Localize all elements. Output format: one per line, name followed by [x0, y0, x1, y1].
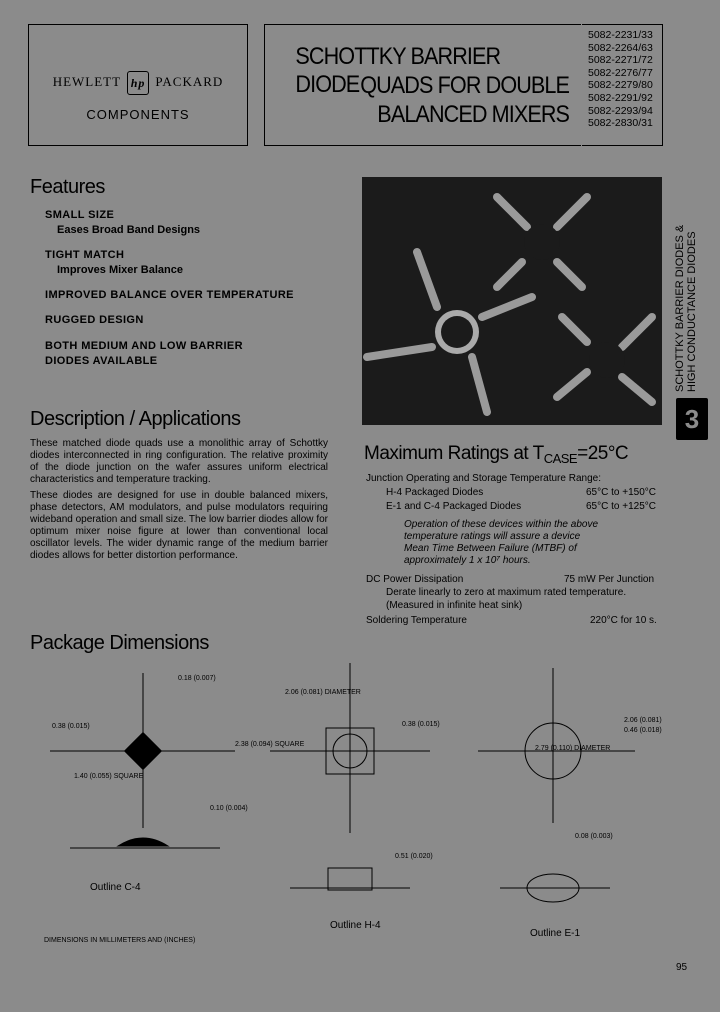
- ratings-heading-sub: CASE: [543, 451, 578, 466]
- outline-h4-label: Outline H-4: [330, 920, 381, 931]
- part-number: 5082-2830/31: [588, 117, 653, 130]
- mtbf-note: Mean Time Between Failure (MTBF) of: [404, 543, 577, 554]
- feature-title: BOTH MEDIUM AND LOW BARRIER: [45, 340, 243, 352]
- section-number-tab: 3: [676, 398, 708, 440]
- ec-label: E-1 and C-4 Packaged Diodes: [386, 501, 522, 512]
- part-number-list: [582, 24, 663, 146]
- part-number: 5082-2291/92: [588, 91, 653, 104]
- page-number: 95: [676, 962, 688, 973]
- description-paragraph-2: These diodes are designed for use in double balanced mixers, phase detectors, AM modulators, and pulse modulators requiring wideband operation and small size. The low barrier diodes allow for optimum mixer noise figure at lower than conventional local oscillator levels. The wider dynamic range of the medium barrier diodes allows for better distortion performance.: [30, 490, 328, 561]
- mtbf-note: Operation of these devices within the above: [404, 519, 599, 530]
- outline-c4-label: Outline C-4: [90, 882, 141, 893]
- dim-label: 2.06 (0.081): [624, 717, 662, 724]
- dimensions-note: DIMENSIONS IN MILLIMETERS AND (INCHES): [44, 937, 196, 944]
- dim-label: 0.18 (0.007): [178, 675, 216, 682]
- solder-value: 220°C for 10 s.: [590, 615, 657, 626]
- dim-label: 0.51 (0.020): [395, 853, 433, 860]
- brand-left: HEWLETT: [52, 73, 121, 89]
- part-number: 5082-2264/63: [588, 41, 653, 54]
- side-tab-line: HIGH CONDUCTANCE DIODES: [686, 231, 698, 392]
- part-number: 5082-2276/77: [588, 66, 653, 79]
- dim-label: 0.38 (0.015): [402, 721, 440, 728]
- h4-value: 65°C to +150°C: [586, 487, 656, 498]
- feature-title: RUGGED DESIGN: [45, 314, 144, 326]
- part-number: 5082-2271/72: [588, 54, 653, 67]
- dim-label: 1.40 (0.055) SQUARE: [74, 773, 144, 780]
- brand-right: PACKARD: [155, 73, 224, 89]
- title-box: [264, 24, 581, 146]
- dim-label: 2.79 (0.110) DIAMETER: [535, 745, 611, 752]
- derate-note: (Measured in infinite heat sink): [386, 600, 523, 611]
- dim-label: 0.38 (0.015): [52, 723, 90, 730]
- feature-sub: Eases Broad Band Designs: [57, 224, 201, 236]
- outline-e1-label: Outline E-1: [530, 928, 581, 939]
- title-line-1: SCHOTTKY BARRIER DIODE: [295, 43, 501, 98]
- hp-logo: [29, 71, 247, 95]
- h4-label: H-4 Packaged Diodes: [386, 487, 484, 498]
- ratings-heading-tail: =25°C: [577, 443, 629, 464]
- title-line-3: BALANCED MIXERS: [377, 101, 569, 128]
- mtbf-note: temperature ratings will assure a device: [404, 531, 581, 542]
- derate-note: Derate linearly to zero at maximum rated temperature.: [386, 587, 627, 598]
- feature-title: SMALL SIZE: [45, 209, 115, 221]
- feature-title: TIGHT MATCH: [45, 249, 125, 261]
- hp-logo-box: [28, 24, 248, 146]
- dim-label: 2.38 (0.094) SQUARE: [235, 741, 305, 748]
- part-number: 5082-2279/80: [588, 79, 653, 92]
- dim-label: 0.10 (0.004): [210, 805, 248, 812]
- dim-label: 0.08 (0.003): [575, 833, 613, 840]
- package-heading: Package Dimensions: [30, 632, 209, 654]
- side-tab-line: SCHOTTKY BARRIER DIODES &: [674, 224, 686, 392]
- features-heading: Features: [30, 176, 105, 198]
- feature-sub: Improves Mixer Balance: [57, 264, 183, 276]
- feature-title: DIODES AVAILABLE: [45, 355, 158, 367]
- part-number: 5082-2293/94: [588, 104, 653, 117]
- side-tab-text: [674, 152, 698, 392]
- junction-label: Junction Operating and Storage Temperature Range:: [366, 473, 601, 484]
- hp-mark-icon: hp: [127, 71, 149, 95]
- diode-quad-photo-icon: [362, 177, 662, 425]
- product-photo: [362, 177, 662, 425]
- solder-label: Soldering Temperature: [366, 615, 467, 626]
- ratings-heading: [364, 443, 628, 466]
- description-heading: Description / Applications: [30, 408, 241, 430]
- ec-value: 65°C to +125°C: [586, 501, 656, 512]
- title-line-2: QUADS FOR DOUBLE: [360, 72, 569, 99]
- dc-value: 75 mW Per Junction: [564, 574, 655, 585]
- package-drawings: [30, 658, 670, 958]
- ratings-heading-text: Maximum Ratings at T: [364, 443, 544, 464]
- description-paragraph-1: These matched diode quads use a monolithic array of Schottky diodes interconnected in ring configuration. The relative proximity of the diode junction on the wafer assures uniform electrical characteristics and temperature tracking.: [30, 438, 328, 485]
- dim-label: 2.06 (0.081) DIAMETER: [285, 689, 361, 696]
- mtbf-note: approximately 1 x 10⁷ hours.: [404, 555, 531, 566]
- dc-label: DC Power Dissipation: [366, 574, 464, 585]
- part-number: 5082-2231/33: [588, 29, 653, 41]
- feature-title: IMPROVED BALANCE OVER TEMPERATURE: [45, 289, 294, 301]
- dim-label: 0.46 (0.018): [624, 727, 662, 734]
- division-label: COMPONENTS: [86, 107, 190, 122]
